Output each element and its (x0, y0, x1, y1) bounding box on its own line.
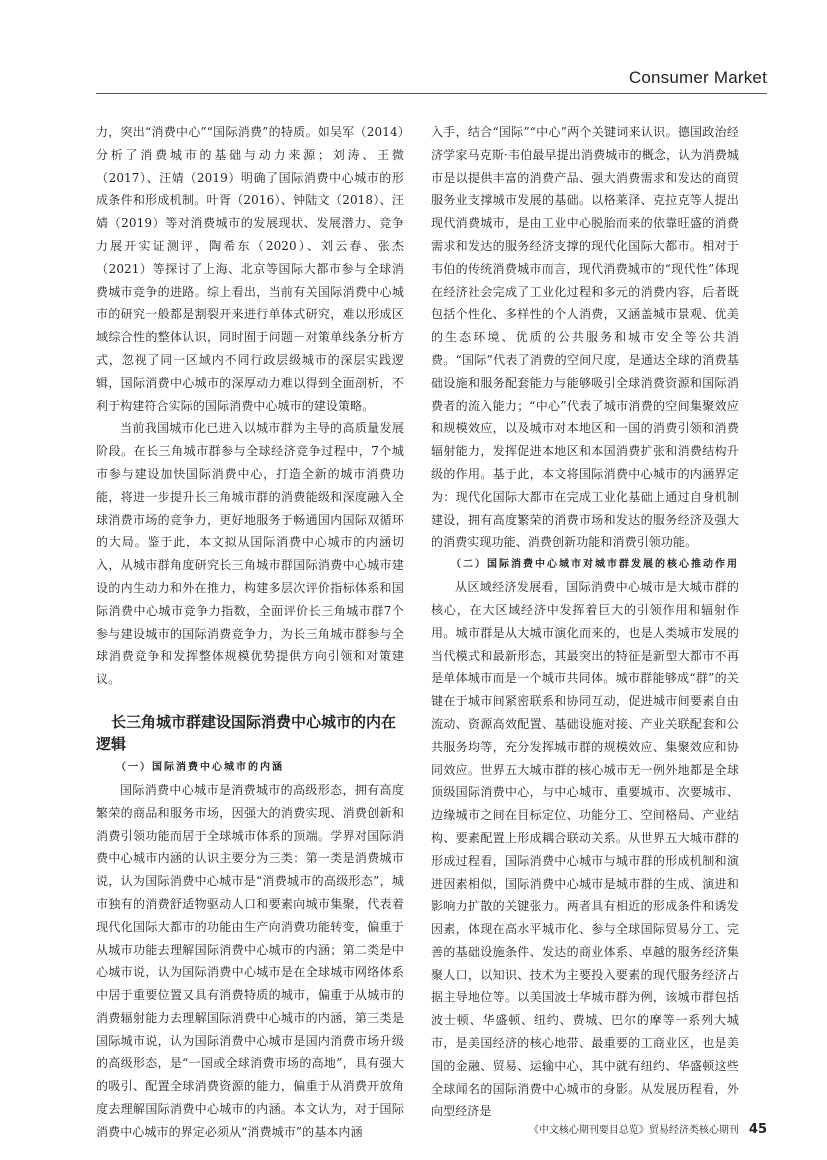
running-header-title: Consumer Market (628, 68, 767, 87)
left-column (96, 121, 404, 1144)
left-paragraph-1: 力，突出“消费中心”“国际消费”的特质。如吴军（2014）分析了消费城市的基础与动力来源；刘涛、王微（2017）、汪婧（2019）明确了国际消费中心城市的形成条件和形成机制。叶胥（2016）、钟陆文（2018）、汪婧（2019）等对消费城市的发展现状、发展潜力、竞争力展开实证测评，陶希东（2020）、刘云春、张杰（2021）等探讨了上海、北京等国际大都市参与全球消费城市竞争的进路。综上看出，当前有关国际消费中心城市的研究一般都是割裂开来进行单体式研究，难以形成区域综合性的整体认识，同时囿于问题－对策单线条分析方式，忽视了同一区域内不同行政层级城市的深层实践逻辑，国际消费中心城市的深厚动力难以得到全面剖析，不利于构建符合实际的国际消费中心城市的建设策略。 (96, 125, 404, 413)
page-footer (0, 1121, 767, 1137)
page-number: 45 (748, 1122, 767, 1137)
left-paragraph-3: 国际消费中心城市是消费城市的高级形态，拥有高度繁荣的商品和服务市场，因强大的消费实现、消费创新和消费引领功能而居于全球城市体系的顶端。学界对国际消费中心城市内涵的认识主要分为三类：第一类是消费城市说，认为国际消费中心城市是“消费城市的高级形态”，城市独有的消费舒适物驱动人口和要素向城市集聚，代表着现代化国际大都市的功能由生产向消费功能转变，偏重于从城市功能去理解国际消费中心城市的内涵；第二类是中心城市说，认为国际消费中心城市是在全球城市网络体系中居于重要位置又具有消费特质的城市，偏重于从城市的消费辐射能力去理解国际消费中心城市的内涵，第三类是国际城市说，认为国际消费中心城市是国内消费市场升级的高级形态，是“一国或全球消费市场的高地”，具有强大的吸引、配置全球消费资源的能力，偏重于从消费开放角度去理解国际消费中心城市的内涵。本文认为，对于国际消费中心城市的界定必须从“消费城市”的基本内涵 (96, 782, 404, 1139)
subheading-1: （一）国际消费中心城市的内涵 (116, 761, 284, 773)
right-paragraph-1: 入手，结合“国际”“中心”两个关键词来认识。德国政治经济学家马克斯·韦伯最早提出消费城市的概念，认为消费城市是以提供丰富的消费产品、强大消费需求和发达的商贸服务业支撑城市发展的基础。以格莱泽、克拉克等人提出现代消费城市，是由工业中心脱胎而来的依靠旺盛的消费需求和发达的服务经济支撑的现代化国际大都市。相对于韦伯的传统消费城市而言，现代消费城市的“现代性”体现在经济社会完成了工业化过程和多元的消费内容，后者既包括个性化、多样性的个人消费，又涵盖城市景观、优美的生态环境、优质的公共服务和城市安全等公共消费。“国际”代表了消费的空间尺度，是通达全球的消费基础设施和服务配套能力与能够吸引全球消费资源和国际消费者的流入能力；“中心”代表了城市消费的空间集聚效应和规模效应，以及城市对本地区和一国的消费引领和消费辐射能力，发挥促进本地区和本国消费扩张和消费结构升级的作用。基于此，本文将国际消费中心城市的内涵界定为：现代化国际大都市在完成工业化基础上通过自身机制建设，拥有高度繁荣的消费市场和发达的服务经济及强大的消费实现功能、消费创新功能和消费引领功能。 (431, 125, 739, 550)
right-paragraph-2: 从区域经济发展看，国际消费中心城市是大城市群的核心，在大区域经济中发挥着巨大的引领作用和辐射作用。城市群是从大城市演化而来的，也是人类城市发展的当代模式和最新形态，其最突出的特征是新型大都市不再是单体城市而是一个城市共同体。城市群能够成“群”的关键在于城市间紧密联系和协同互动，促进城市间要素自由流动、资源高效配置、基础设施对接、产业关联配套和公共服务均等，充分发挥城市群的规模效应、集聚效应和协同效应。世界五大城市群的核心城市无一例外地都是全球顶级国际消费中心，与中心城市、重要城市、次要城市、边缘城市之间在目标定位、功能分工、空间格局、产业结构、要素配置上形成耦合联动关系。从世界五大城市群的形成过程看，国际消费中心城市与城市群的形成机制和演进因素相似，国际消费中心城市是城市群的生成、演进和影响力扩散的关键张力。两者具有相近的形成条件和诱发因素，体现在高水平城市化、参与全球国际贸易分工、完善的基础设施条件、发达的商业体系、卓越的服务经济集聚人口，以知识、技术为主要投入要素的现代服务经济占据主导地位等。以美国波士华城市群为例，该城市群包括波士顿、华盛顿、纽约、费城、巴尔的摩等一系列大城市，是美国经济的核心地带、最重要的工商业区，也是美国的金融、贸易、运输中心，其中就有纽约、华盛顿这些全球闻名的国际消费中心城市的身影。从发展历程看，外向型经济是 (431, 580, 739, 1119)
left-paragraph-2: 当前我国城市化已进入以城市群为主导的高质量发展阶段。在长三角城市群参与全球经济竞争过程中，7个城市参与建设加快国际消费中心，打造全新的城市消费功能，将进一步提升长三角城市群的消费能级和深度融入全球消费市场的竞争力，更好地服务于畅通国内国际双循环的大局。鉴于此，本文拟从国际消费中心城市的内涵切入，从城市群角度研究长三角城市群国际消费中心城市建设的内生动力和外在推力，构建多层次评价指标体系和国际消费中心城市竞争力指数，全面评价长三角城市群7个参与建设城市的国际消费竞争力，为长三角城市群参与全球消费竞争和发挥整体规模优势提供方向引领和对策建议。 (96, 421, 404, 687)
section-heading: 长三角城市群建设国际消费中心城市的内在逻辑 (96, 712, 397, 753)
header-divider (96, 93, 767, 94)
footer-journal-label: 《中文核心期刊要目总览》贸易经济类核心期刊 (528, 1125, 739, 1136)
subheading-2: （二）国际消费中心城市对城市群发展的核心推动作用 (451, 559, 739, 571)
right-column (431, 121, 739, 1123)
